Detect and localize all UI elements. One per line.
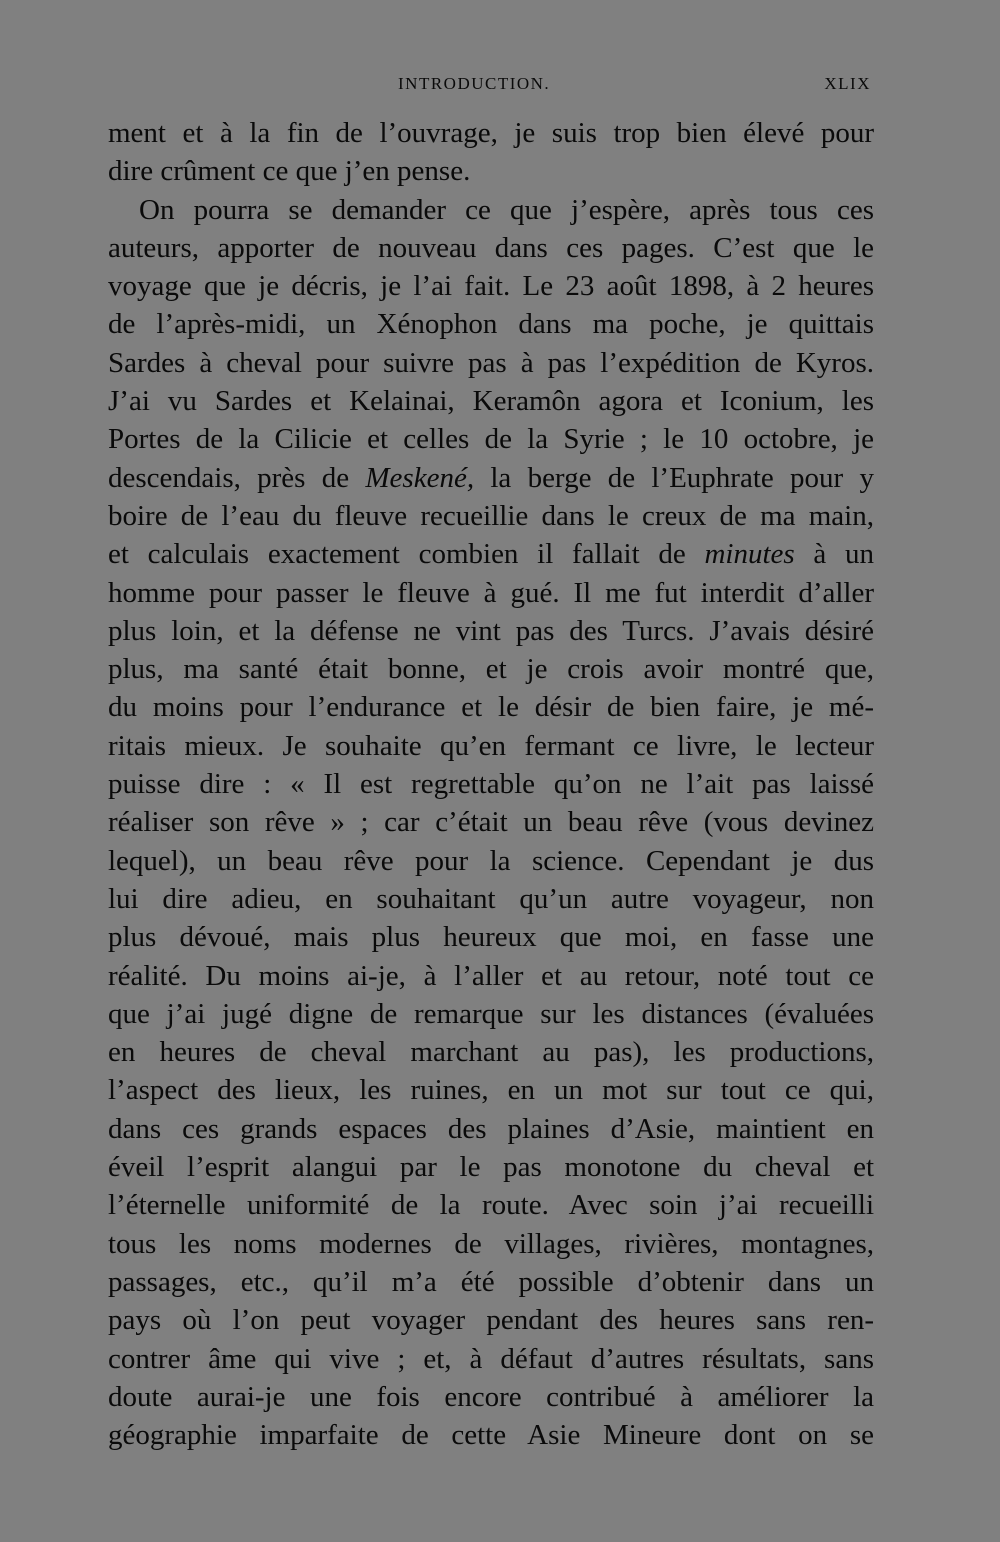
text-line: dire crûment ce que j’en pense. bbox=[108, 155, 471, 188]
text-line: de l’après-midi, un Xénophon dans ma poche, je quittais bbox=[108, 308, 874, 341]
running-head bbox=[108, 74, 871, 104]
text-line: J’ai vu Sardes et Kelainai, Keramôn agora et Iconium, les bbox=[108, 385, 874, 418]
text-line bbox=[108, 535, 874, 573]
text-line: pays où l’on peut voyager pendant des heures sans ren- bbox=[108, 1304, 874, 1337]
text-segment: la berge de l’Euphrate pour y bbox=[474, 461, 874, 494]
text-line: plus loin, et la défense ne vint pas des Turcs. J’avais désiré bbox=[108, 614, 874, 647]
text-line: plus, ma santé était bonne, et je crois avoir montré que, bbox=[108, 653, 874, 686]
text-line: ment et à la fin de l’ouvrage, je suis trop bien élevé pour bbox=[108, 117, 874, 149]
text-line: ritais mieux. Je souhaite qu’en fermant ce livre, le lecteur bbox=[108, 729, 874, 762]
italic-term: minutes bbox=[704, 538, 795, 571]
text-line: boire de l’eau du fleuve recueillie dans le creux de ma main, bbox=[108, 499, 874, 532]
text-line: On pourra se demander ce que j’espère, après tous ces bbox=[139, 193, 874, 226]
text-line: en heures de cheval marchant au pas), les productions, bbox=[108, 1036, 874, 1069]
text-segment: descendais, près de bbox=[108, 461, 366, 494]
text-line bbox=[108, 459, 874, 497]
text-line: du moins pour l’endurance et le désir de bien faire, je mé- bbox=[108, 691, 874, 724]
text-line: l’aspect des lieux, les ruines, en un mot sur tout ce qui, bbox=[108, 1074, 874, 1107]
text-segment: à un bbox=[794, 538, 875, 571]
text-line: puisse dire : « Il est regrettable qu’on ne l’ait pas laissé bbox=[108, 768, 874, 801]
text-line: l’éternelle uniformité de la route. Avec soin j’ai recueilli bbox=[108, 1189, 874, 1222]
text-line: auteurs, apporter de nouveau dans ces pages. C’est que le bbox=[108, 231, 874, 264]
text-line: que j’ai jugé digne de remarque sur les distances (évaluées bbox=[108, 997, 874, 1030]
text-segment: et calculais exactement combien il fallait de bbox=[108, 538, 705, 571]
running-head-title: INTRODUCTION. bbox=[398, 74, 551, 93]
text-line: lequel), un beau rêve pour la science. Cependant je dus bbox=[108, 844, 874, 877]
text-line: homme pour passer le fleuve à gué. Il me fut interdit d’aller bbox=[108, 576, 874, 609]
text-line: tous les noms modernes de villages, rivières, montagnes, bbox=[108, 1227, 874, 1260]
body-text bbox=[108, 114, 874, 1454]
text-line: doute aurai-je une fois encore contribué à améliorer la bbox=[108, 1380, 874, 1413]
italic-term: Meskené, bbox=[365, 461, 475, 494]
text-line: plus dévoué, mais plus heureux que moi, en fasse une bbox=[108, 921, 874, 954]
text-line: dans ces grands espaces des plaines d’Asie, maintient en bbox=[108, 1112, 874, 1145]
text-line: réaliser son rêve » ; car c’était un beau rêve (vous devinez bbox=[108, 806, 874, 839]
text-line: Sardes à cheval pour suivre pas à pas l’expédition de Kyros. bbox=[108, 346, 874, 379]
text-line: voyage que je décris, je l’ai fait. Le 23 août 1898, à 2 heures bbox=[108, 270, 874, 303]
text-line: contrer âme qui vive ; et, à défaut d’autres résultats, sans bbox=[108, 1342, 874, 1375]
text-line: lui dire adieu, en souhaitant qu’un autre voyageur, non bbox=[108, 882, 874, 915]
text-line: passages, etc., qu’il m’a été possible d’obtenir dans un bbox=[108, 1265, 874, 1298]
text-line: Portes de la Cilicie et celles de la Syrie ; le 10 octobre, je bbox=[108, 423, 874, 456]
text-line: géographie imparfaite de cette Asie Mineure dont on se bbox=[108, 1419, 874, 1452]
text-line: éveil l’esprit alangui par le pas monotone du cheval et bbox=[108, 1151, 874, 1184]
page-number: XLIX bbox=[824, 74, 871, 93]
text-line: réalité. Du moins ai-je, à l’aller et au retour, noté tout ce bbox=[108, 959, 874, 992]
